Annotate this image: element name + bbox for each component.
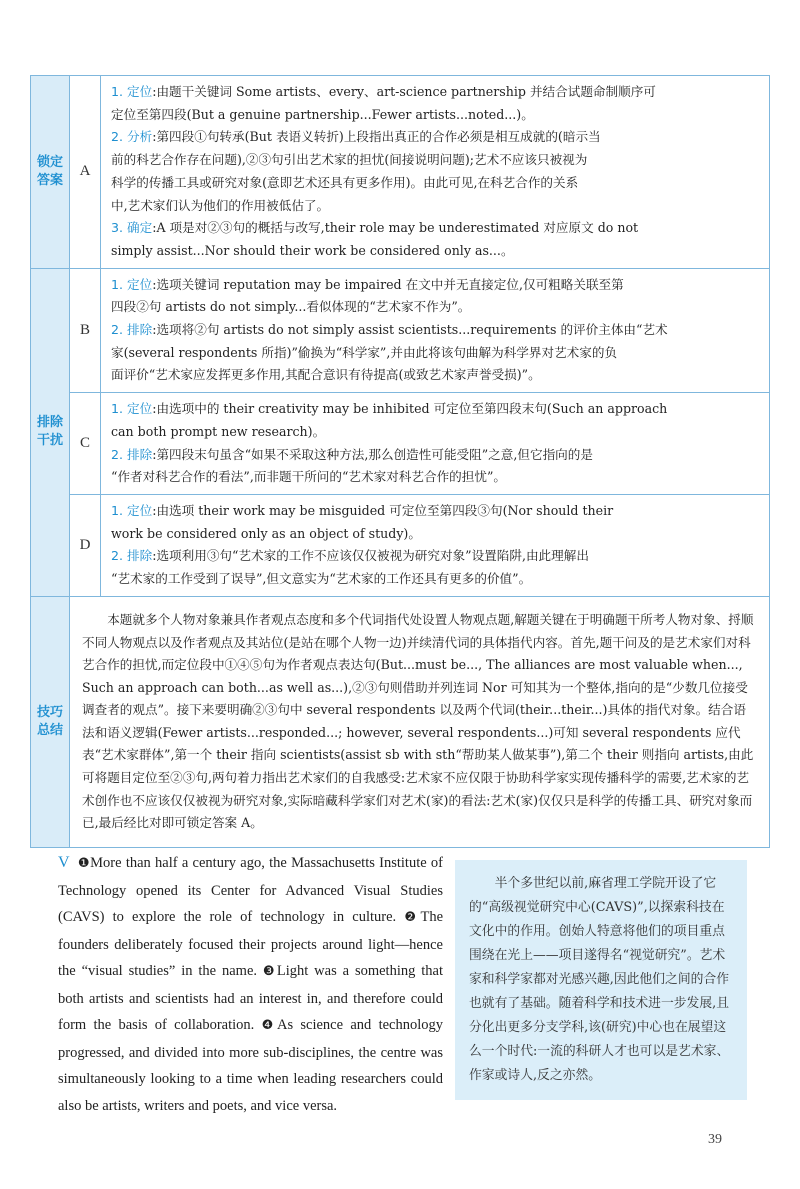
step-label: 1. 定位 (111, 84, 153, 99)
category-exclude-interference (31, 268, 70, 596)
option-b-analysis (101, 268, 770, 393)
category-skill-summary (31, 596, 70, 847)
step-label: 1. 定位 (111, 502, 153, 518)
step-label: 2. 排除 (111, 548, 153, 564)
option-d-analysis (101, 494, 770, 596)
step-label: 2. 排除 (111, 322, 153, 338)
analysis-text: :选项将②句 artists do not simply assist scientists...requirements 的评价主体由“艺术 (152, 322, 668, 338)
sentence-3-num: ❸ (262, 964, 277, 979)
analysis-line (111, 296, 759, 319)
analysis-line (111, 364, 759, 387)
analysis-line (111, 398, 759, 421)
analysis-line (111, 568, 759, 591)
step-label: 2. 排除 (111, 446, 153, 462)
analysis-text: :由题干关键词 Some artists、every、art-science partnership 并结合试题命制顺序可 (152, 84, 656, 99)
option-letter-b: B (70, 268, 101, 393)
step-label: 1. 定位 (111, 276, 153, 292)
analysis-text: can both prompt new research)。 (111, 423, 326, 439)
sentence-2: The founders deliberately focused their projects around light—hence the “visual studies” in the name. (58, 909, 444, 979)
sentence-4-num: ❹ (261, 1018, 277, 1033)
analysis-text: :选项关键词 reputation may be impaired 在文中并无直接定位,仅可粗略关联至第 (152, 276, 624, 292)
option-letter-d: D (70, 494, 101, 596)
step-label: 1. 定位 (111, 401, 153, 417)
analysis-text: :选项利用③句“艺术家的工作不应该仅仅被视为研究对象”设置陷阱,由此理解出 (152, 548, 589, 564)
analysis-text: :由选项中的 their creativity may be inhibited 可定位至第四段末句(Such an approach (152, 401, 668, 417)
step-label: 3. 确定 (111, 220, 153, 236)
analysis-text: :由选项 their work may be misguided 可定位至第四段③句(Nor should their (152, 502, 614, 518)
chinese-translation-box: 半个多世纪以前,麻省理工学院开设了它的“高级视觉研究中心(CAVS)”,以探索科技在文化中的作用。创始人特意将他们的项目重点围绕在光上——项目遂得名“视觉研究”。艺术家和科学家都对光感兴趣,因此他们之间的合作也就有了基础。随着科学和技术进一步发展,且分化出更多分支学科,该(研究)中心也在展望这么一个时代:一流的科研人才也可以是艺术家、作家或诗人,反之亦然。 (455, 860, 747, 1100)
answer-analysis-table (30, 75, 770, 848)
category-label-line: 排除 (36, 415, 63, 431)
analysis-line (111, 81, 759, 104)
category-lock-answer (31, 76, 70, 269)
analysis-line (111, 421, 759, 444)
page-number: 39 (708, 1132, 722, 1147)
analysis-text: simply assist...Nor should their work be considered only as...。 (111, 242, 514, 258)
skill-summary-text: 本题就多个人物对象兼具作者观点态度和多个代词指代处设置人物观点题,解题关键在于明确题干所考人物对象、捋顺不同人物观点以及作者观点及其站位(是站在哪个人物一边)并续清代词的具体指代内容。首先,题干问及的是艺术家们对科艺合作的担忧,而定位段中①④⑤句为作者观点表达句(But...must be..., The alliances are most valuable when..., Such an approach can both...as well as...),②③句则借助并列连词 Nor 可知其为一个整体,指向的是“少数几位接受调查者的观点”。接下来要明确②③句中 several respondents 以及两个代词(their...their...)具体的指代对象。结合语法和语义逻辑(Fewer artists...responded...; however, several respondents...)可知 several respondents 应代表“艺术家群体”,第一个 their 指向 scientists(assist sb with sth“帮助某人做某事”),第二个 their 则指向 artists,由此可将题目定位至②③句,两句着力指出艺术家们的自我感受:艺术家不应仅限于协助科学家实现传播科学的需要,艺术家的艺术创作也不应该仅仅被视为研究对象,实际暗藏科学家们对艺术(家)的看法:艺术(家)仅仅只是科学的传播工具、研究对象而已,最后经比对即可锁定答案 A。 (70, 596, 770, 847)
analysis-line (111, 104, 759, 127)
sentence-4: As science and technology progressed, and divided into more sub-disciplines, the centre was simultaneously looking to a time when leading researchers could also be artists, writers and poets, and vice versa. (58, 1017, 444, 1114)
analysis-text: 定位至第四段(But a genuine partnership...Fewer artists...noted...)。 (111, 106, 534, 122)
analysis-line (111, 172, 759, 195)
analysis-line (111, 240, 759, 263)
analysis-line (111, 195, 759, 218)
analysis-line (111, 466, 759, 489)
analysis-line (111, 217, 759, 240)
analysis-text: 四段②句 artists do not simply...看似体现的“艺术家不作为”。 (111, 299, 471, 315)
analysis-line (111, 319, 759, 342)
category-label-line: 总结 (36, 722, 63, 738)
analysis-text: “作者对科艺合作的看法”,而非题干所问的“艺术家对科艺合作的担忧”。 (111, 469, 506, 485)
analysis-text: 家(several respondents 所指)”偷换为“科学家”,并由此将该句曲解为科学界对艺术家的负 (111, 344, 618, 360)
category-label-line: 技巧 (36, 704, 63, 720)
category-label-line: 答案 (36, 172, 63, 188)
category-label-line: 锁定 (36, 154, 63, 170)
category-label-line: 干扰 (36, 433, 63, 449)
analysis-line (111, 545, 759, 568)
analysis-line (111, 523, 759, 546)
analysis-line (111, 444, 759, 467)
option-c-analysis (101, 393, 770, 495)
analysis-text: :第四段末句虽含“如果不采取这种方法,那么创造性可能受阻”之意,但它指向的是 (152, 446, 593, 462)
option-a-analysis (101, 76, 770, 269)
analysis-text: 中,艺术家们认为他们的作用被低估了。 (111, 197, 330, 213)
option-letter-c: C (70, 393, 101, 495)
sentence-2-num: ❷ (404, 910, 421, 925)
sentence-3: Light was a something that both artists and scientists had an interest in, and therefore could form the basis of collaboration. (58, 963, 444, 1033)
sentence-1: More than half a century ago, the Massachusetts Institute of Technology opened its Center for Advanced Visual Studies (CAVS) to explore the role of technology in culture. (58, 855, 444, 925)
passage-marker: V (58, 854, 70, 871)
analysis-line (111, 274, 759, 297)
analysis-text: 面评价“艺术家应发挥更多作用,其配合意识有待提高(或致艺术家声誉受损)”。 (111, 367, 541, 383)
analysis-line (111, 149, 759, 172)
analysis-text: 科学的传播工具或研究对象(意即艺术还具有更多作用)。由此可见,在科艺合作的关系 (111, 174, 579, 190)
sentence-1-num: ❶ (77, 856, 91, 871)
analysis-text: :A 项是对②③句的概括与改写,their role may be underestimated 对应原文 do not (152, 220, 639, 236)
step-label: 2. 分析 (111, 129, 153, 145)
analysis-text: 前的科艺合作存在问题),②③句引出艺术家的担忧(间接说明问题);艺术不应该只被视为 (111, 152, 588, 168)
reading-passage-v (58, 850, 443, 1119)
analysis-line (111, 126, 759, 149)
analysis-line (111, 500, 759, 523)
analysis-text: “艺术家的工作受到了误导”,但文意实为“艺术家的工作还具有更多的价值”。 (111, 571, 532, 587)
option-letter-a: A (70, 76, 101, 269)
analysis-text: :第四段①句转承(But 表语义转折)上段指出真正的合作必须是相互成就的(暗示当 (152, 129, 601, 145)
analysis-text: work be considered only as an object of study)。 (111, 525, 421, 541)
analysis-line (111, 342, 759, 365)
